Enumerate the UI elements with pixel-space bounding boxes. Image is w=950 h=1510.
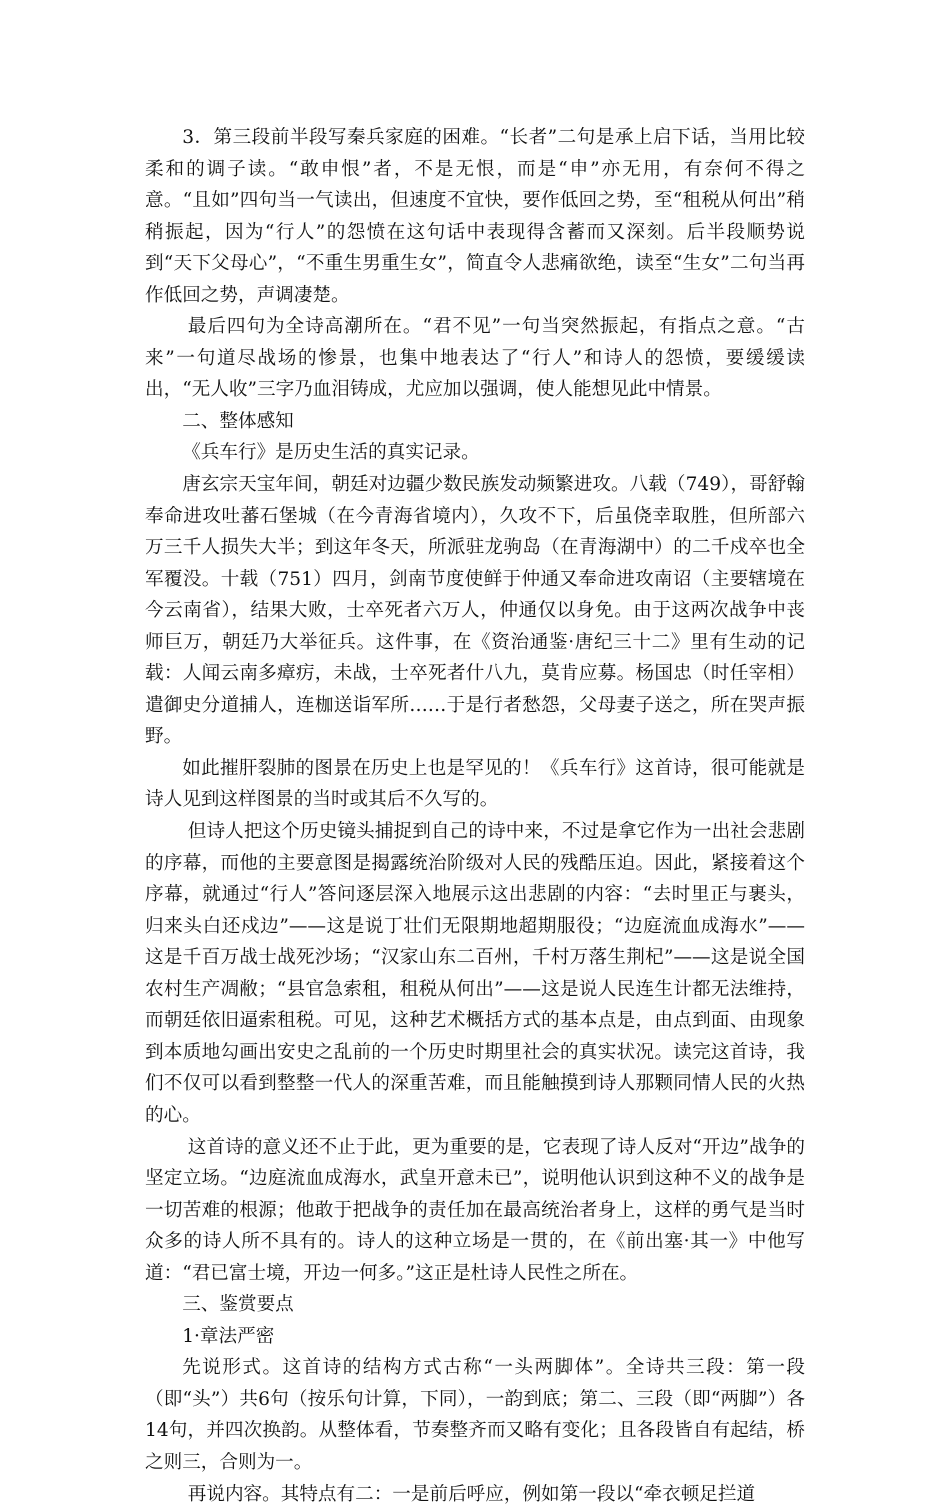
subheading-strict-structure: 1·章法严密	[182, 1325, 275, 1347]
paragraph-anti-war-stance: 这首诗的意义还不止于此，更为重要的是，它表现了诗人反对“开边”战争的坚定立场。“边庭流血成海水，武皇开意未已”，说明他认识到这种不义的战争是一切苦难的根源；他敢于把战争的责任加在最高统治者身上，这样的勇气是当时众多的诗人所不具有的。诗人的这种立场是一贯的，在《前出塞·其一》中他写道：“君已富士境，开边一何多。”这正是杜诗人民性之所在。	[145, 1136, 805, 1284]
section-heading-overall-perception: 二、整体感知	[182, 410, 294, 432]
section-heading-appreciation-points: 三、鉴赏要点	[182, 1294, 294, 1316]
paragraph-true-record: 《兵车行》是历史生活的真实记录。	[182, 442, 480, 464]
paragraph-content: 再说内容。其特点有二：一是前后呼应，例如第一段以“牵衣顿足拦道	[187, 1483, 756, 1505]
paragraph-social-tragedy: 但诗人把这个历史镜头捕捉到自己的诗中来，不过是拿它作为一出社会悲剧的序幕，而他的主要意图是揭露统治阶级对人民的残酷压迫。因此，紧接着这个序幕，就通过“行人”答问逐层深入地展示这出悲剧的内容：“去时里正与裹头，归来头白还戍边”——这是说丁壮们无限期地超期服役；“边庭流血成海水”——这是千百万战士战死沙场；“汉家山东二百州，千村万落生荆杞”——这是说全国农村生产凋敝；“县官急索租，租税从何出”——这是说人民连生计都无法维持，而朝廷依旧逼索租税。可见，这种艺术概括方式的基本点是，由点到面、由现象到本质地勾画出安史之乱前的一个历史时期里社会的真实状况。读完这首诗，我们不仅可以看到整整一代人的深重苦难，而且能触摸到诗人那颗同情人民的火热的心。	[145, 821, 805, 1126]
paragraph-historical-background: 唐玄宗天宝年间，朝廷对边疆少数民族发动频繁进攻。八载（749），哥舒翰奉命进攻吐蕃石堡城（在今青海省境内），久攻不下，后虽侥幸取胜，但所部六万三千人损失大半；到这年冬天，所派驻龙驹岛（在青海湖中）的二千戍卒也全军覆没。十载（751）四月，剑南节度使鲜于仲通又奉命进攻南诏（主要辖境在今云南省），结果大败，士卒死者六万人，仲通仅以身免。由于这两次战争中丧师巨万，朝廷乃大举征兵。这件事，在《资治通鉴·唐纪三十二》里有生动的记载：人闻云南多瘴疠，未战，士卒死者什八九，莫肯应募。杨国忠（时任宰相）遣御史分道捕人，连枷送诣军所……于是行者愁怨，父母妻子送之，所在哭声振野。	[145, 474, 805, 748]
paragraph-rare-scene: 如此摧肝裂肺的图景在历史上也是罕见的！《兵车行》这首诗，很可能就是诗人见到这样图景的当时或其后不久写的。	[145, 757, 805, 811]
paragraph-last-four-lines: 最后四句为全诗高潮所在。“君不见”一句当突然振起，有指点之意。“古来”一句道尽战场的惨景，也集中地表达了“行人”和诗人的怨愤，要缓缓读出，“无人收”三字乃血泪铸成，尤应加以强调，使人能想见此中情景。	[145, 316, 805, 401]
document-body	[145, 122, 824, 1510]
paragraph-section-3-reading: 3．第三段前半段写秦兵家庭的困难。“长者”二句是承上启下话，当用比较柔和的调子读。“敢申恨”者，不是无恨，而是“申”亦无用，有奈何不得之意。“且如”四句当一气读出，但速度不宜快，要作低回之势，至“租税从何出”稍稍振起，因为“行人”的怨愤在这句话中表现得含蓄而又深刻。后半段顺势说到“天下父母心”，“不重生男重生女”，简直令人悲痛欲绝，读至“生女”二句当再作低回之势，声调凄楚。	[145, 127, 805, 306]
paragraph-form: 先说形式。这首诗的结构方式古称“一头两脚体”。全诗共三段：第一段（即“头”）共6句（按乐句计算，下同），一韵到底；第二、三段（即“两脚”）各 14句，并四次换韵。从整体看，节奏整齐而又略有变化；且各段皆自有起结，桥之则三，合则为一。	[145, 1357, 824, 1473]
